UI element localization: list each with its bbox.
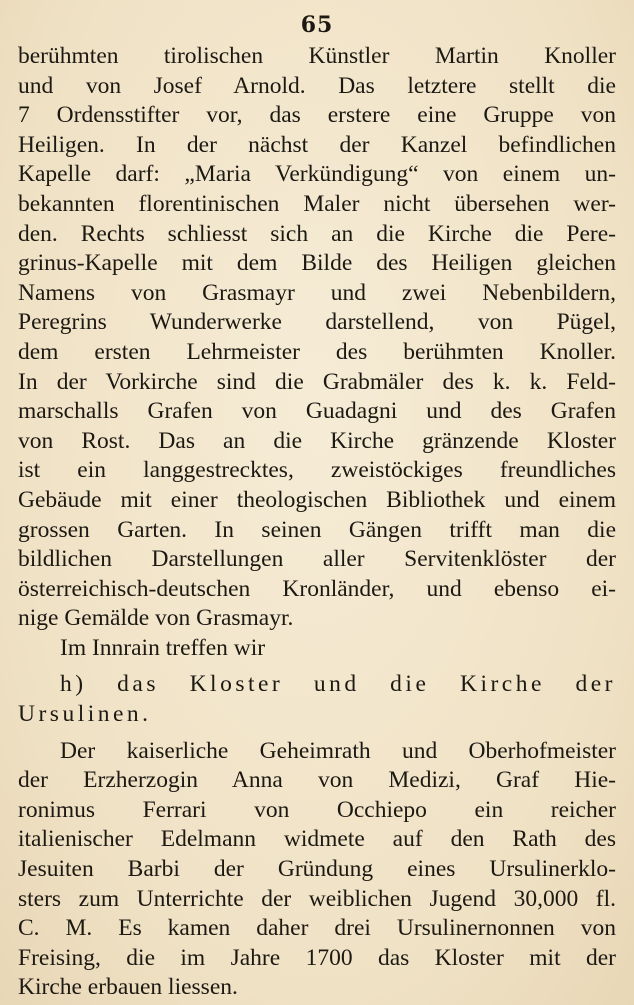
text-line-4: Heiligen. In der nächst der Kanzel befindlichen (18, 131, 616, 158)
text-line-26: ronimus Ferrari von Occhiepo ein reicher (18, 796, 616, 823)
text-line-19: österreichisch-deutschen Kronländer, und ebenso ei- (18, 575, 616, 602)
text-line-21: Im Innrain treffen wir (60, 634, 266, 661)
text-line-6: bekannten florentinischen Maler nicht übersehen wer- (18, 190, 616, 217)
text-line-3: 7 Ordensstifter vor, das erstere eine Gruppe von (18, 102, 616, 129)
section-heading-line-2: Ursulinen. (18, 701, 152, 728)
text-line-1: berühmten tirolischen Künstler Martin Knoller (18, 43, 616, 69)
text-line-9: Namens von Grasmayr und zwei Nebenbildern, (18, 279, 616, 306)
text-line-16: Gebäude mit einer theologischen Bibliothek und einem (18, 486, 616, 513)
text-line-14: von Rost. Das an die Kirche gränzende Kloster (18, 427, 616, 454)
text-line-32: Kirche erbauen liessen. (18, 974, 238, 1001)
section-heading-line-1: h) das Kloster und die Kirche der (60, 671, 616, 698)
text-line-13: marschalls Grafen von Guadagni und des Grafen (18, 398, 616, 425)
text-line-29: sters zum Unterrichte der weiblichen Jugend 30,000 fl. (18, 885, 616, 912)
text-line-25: der Erzherzogin Anna von Medizi, Graf Hie- (18, 767, 616, 794)
text-line-15: ist ein langgestrecktes, zweistöckiges freundliches (18, 457, 616, 484)
text-line-20: nige Gemälde von Grasmayr. (18, 605, 294, 632)
text-line-17: grossen Garten. In seinen Gängen trifft man die (18, 516, 616, 543)
text-line-7: den. Rechts schliesst sich an die Kirche die Pere- (18, 220, 616, 247)
text-line-31: Freising, die im Jahre 1700 das Kloster mit der (18, 944, 616, 971)
page-number: 65 (300, 12, 334, 38)
text-line-8: grinus-Kapelle mit dem Bilde des Heiligen gleichen (18, 250, 616, 277)
text-line-28: Jesuiten Barbi der Gründung eines Ursulinerklo- (18, 856, 616, 883)
text-line-24: Der kaiserliche Geheimrath und Oberhofmeister (60, 737, 616, 764)
text-line-12: In der Vorkirche sind die Grabmäler des k. k. Feld- (18, 368, 616, 395)
text-line-5: Kapelle darf: „Maria Verkündigung“ von einem un- (18, 161, 616, 188)
text-line-2: und von Josef Arnold. Das letztere stellt die (18, 72, 616, 99)
text-line-27: italienischer Edelmann widmete auf den Rath des (18, 826, 616, 853)
text-line-11: dem ersten Lehrmeister des berühmten Knoller. (18, 338, 616, 365)
text-line-10: Peregrins Wunderwerke darstellend, von Pügel, (18, 309, 616, 336)
text-line-30: C. M. Es kamen daher drei Ursulinernonnen von (18, 915, 616, 942)
text-line-18: bildlichen Darstellungen aller Servitenklöster der (18, 546, 616, 573)
